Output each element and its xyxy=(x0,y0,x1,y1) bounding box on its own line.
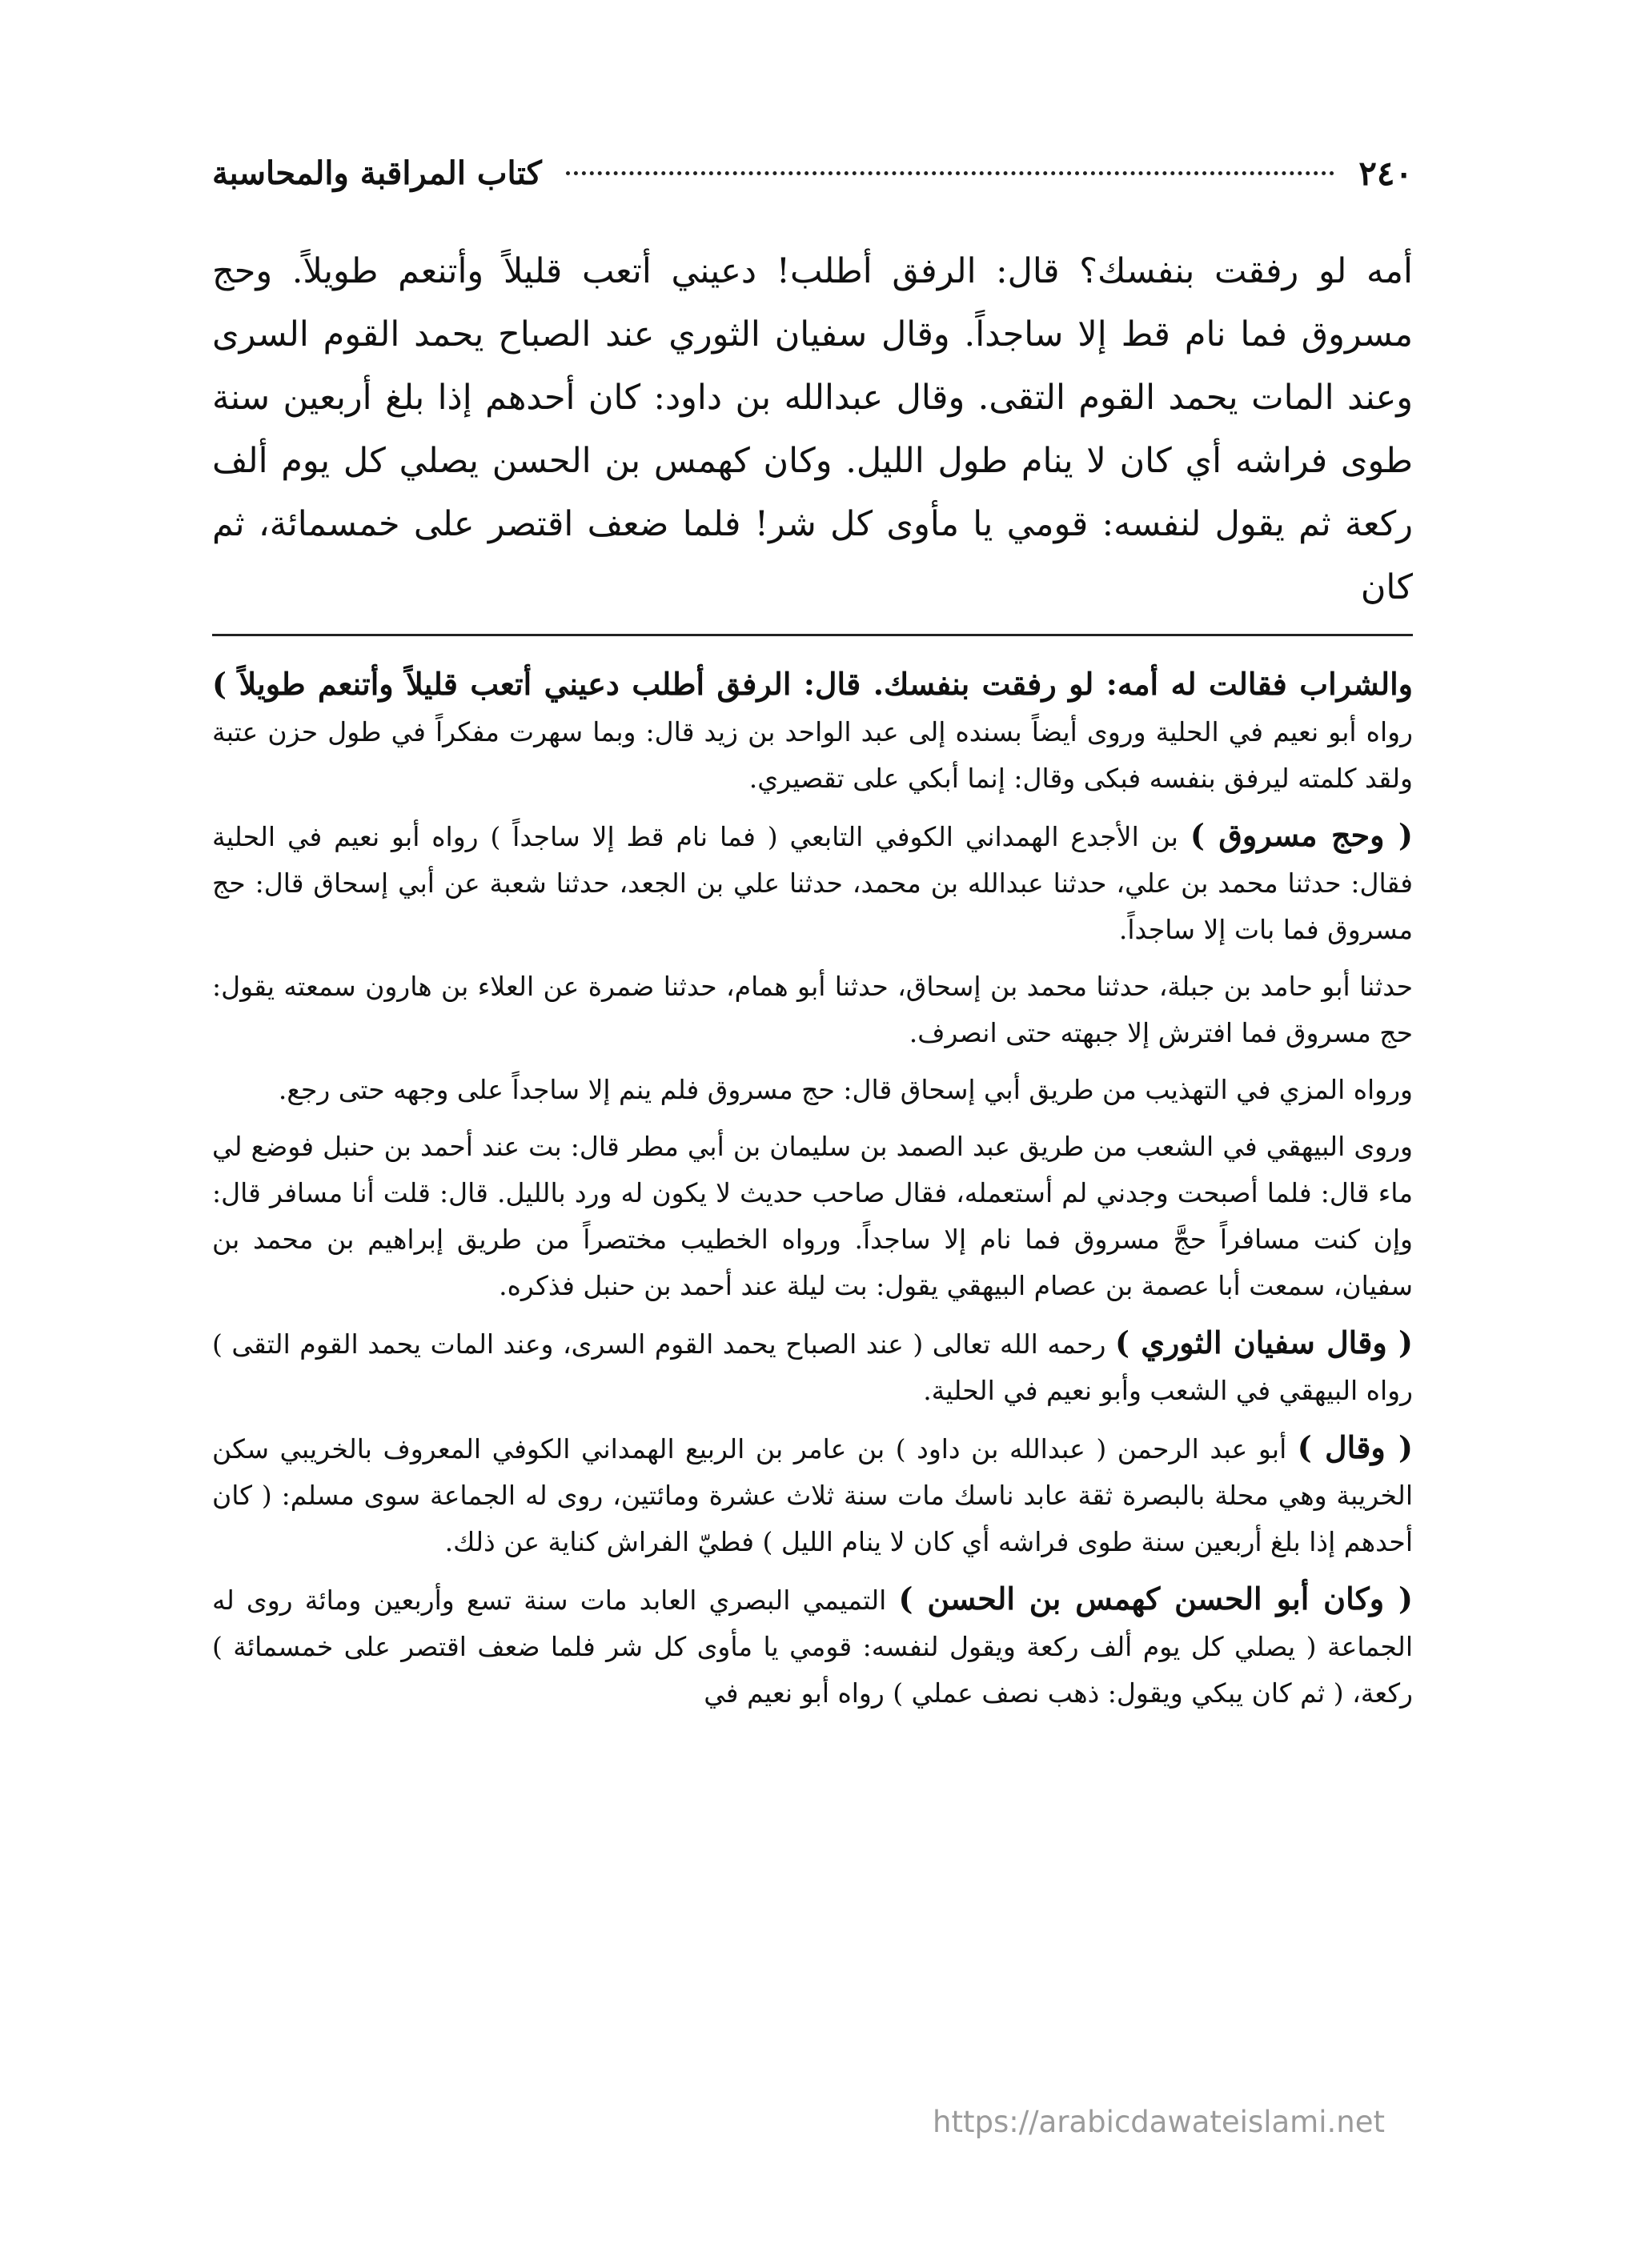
page-number: ٢٤٠ xyxy=(1358,153,1413,193)
footnote-text: حدثنا أبو حامد بن جبلة، حدثنا محمد بن إسحاق، حدثنا أبو همام، حدثنا ضمرة عن العلاء بن هارون سمعته يقول: حج مسروق فما افترش إلا جبهته حتى انصرف. xyxy=(212,971,1413,1048)
footnote-paragraph xyxy=(212,1124,1413,1309)
footnote-lemma: ( وقال سفيان الثوري ) xyxy=(1114,1324,1414,1360)
footnote-lemma: ( وقال ) xyxy=(1297,1429,1413,1465)
footnote-paragraph xyxy=(212,1576,1413,1717)
footnote-paragraph xyxy=(212,1425,1413,1565)
page-header xyxy=(212,150,1413,195)
footnote-lemma: والشراب فقالت له أمه: لو رفقت بنفسك. قال: الرفق أطلب دعيني أتعب قليلاً وأتنعم طويلاً ) xyxy=(212,666,1413,702)
footnote-text: بن الأجدع الهمداني الكوفي التابعي ( فما نام قط إلا ساجداً ) رواه أبو نعيم في الحلية فقال: حدثنا محمد بن علي، حدثنا عبدالله بن محمد، حدثنا علي بن الجعد، حدثنا شعبة عن أبي إسحاق قال: حج مسروق فما بات إلا ساجداً. xyxy=(212,821,1413,945)
header-dotted-leader xyxy=(566,171,1334,175)
footnote-lemma: ( وكان أبو الحسن كهمس بن الحسن ) xyxy=(898,1581,1413,1617)
watermark-url: https://arabicdawateislami.net xyxy=(933,2105,1385,2139)
main-text xyxy=(212,240,1413,619)
footnote-paragraph xyxy=(212,1067,1413,1113)
footnote-paragraph xyxy=(212,812,1413,953)
footnote-separator xyxy=(212,634,1413,636)
footnote-paragraph xyxy=(212,661,1413,802)
book-title: كتاب المراقبة والمحاسبة xyxy=(212,154,542,192)
footnote-text: أبو عبد الرحمن ( عبدالله بن داود ) بن عامر بن الربيع الهمداني الكوفي المعروف بالخريبي سكن الخريبة وهي محلة بالبصرة ثقة عابد ناسك مات سنة ثلاث عشرة ومائتين، روى له الجماعة سوى مسلم: ( كان أحدهم إذا بلغ أربعين سنة طوى فراشه أي كان لا ينام الليل ) فطيّ الفراش كناية عن ذلك. xyxy=(212,1433,1413,1557)
footnote-lemma: ( وحج مسروق ) xyxy=(1190,817,1413,853)
footnotes xyxy=(212,661,1413,1727)
footnote-text: ورواه المزي في التهذيب من طريق أبي إسحاق قال: حج مسروق فلم ينم إلا ساجداً على وجهه حتى رجع. xyxy=(278,1074,1413,1105)
footnote-text: رحمه الله تعالى ( عند الصباح يحمد القوم السرى، وعند المات يحمد القوم التقى ) رواه البيهقي في الشعب وأبو نعيم في الحلية. xyxy=(212,1328,1413,1406)
footnote-text: وروى البيهقي في الشعب من طريق عبد الصمد بن سليمان بن أبي مطر قال: بت عند أحمد بن حنبل فوضع لي ماء قال: فلما أصبحت وجدني لم أستعمله، فقال صاحب حديث لا يكون له ورد بالليل. قال: قلت أنا مسافر قال: وإن كنت مسافراً حجَّ مسروق فما نام إلا ساجداً. ورواه الخطيب مختصراً من طريق إبراهيم بن محمد بن سفيان، سمعت أبا عصمة بن عصام البيهقي يقول: بت ليلة عند أحمد بن حنبل فذكره. xyxy=(212,1131,1413,1301)
footnote-paragraph xyxy=(212,964,1413,1056)
footnote-text: التميمي البصري العابد مات سنة تسع وأربعين ومائة روى له الجماعة ( يصلي كل يوم ألف ركعة ويقول لنفسه: قومي يا مأوى كل شر فلما ضعف اقتصر على خمسمائة ) ركعة، ( ثم كان يبكي ويقول: ذهب نصف عملي ) رواه أبو نعيم في xyxy=(212,1585,1413,1709)
footnote-paragraph xyxy=(212,1320,1413,1414)
main-paragraph: أمه لو رفقت بنفسك؟ قال: الرفق أطلب! دعيني أتعب قليلاً وأتنعم طويلاً. وحج مسروق فما نام قط إلا ساجداً. وقال سفيان الثوري عند الصباح يحمد القوم السرى وعند المات يحمد القوم التقى. وقال عبدالله بن داود: كان أحدهم إذا بلغ أربعين سنة طوى فراشه أي كان لا ينام طول الليل. وكان كهمس بن الحسن يصلي كل يوم ألف ركعة ثم يقول لنفسه: قومي يا مأوى كل شر! فلما ضعف اقتصر على خمسمائة، ثم كان xyxy=(212,251,1413,607)
footnote-text: رواه أبو نعيم في الحلية وروى أيضاً بسنده إلى عبد الواحد بن زيد قال: وبما سهرت مفكراً في طول حزن عتبة ولقد كلمته ليرفق بنفسه فبكى وقال: إنما أبكي على تقصيري. xyxy=(212,716,1413,794)
